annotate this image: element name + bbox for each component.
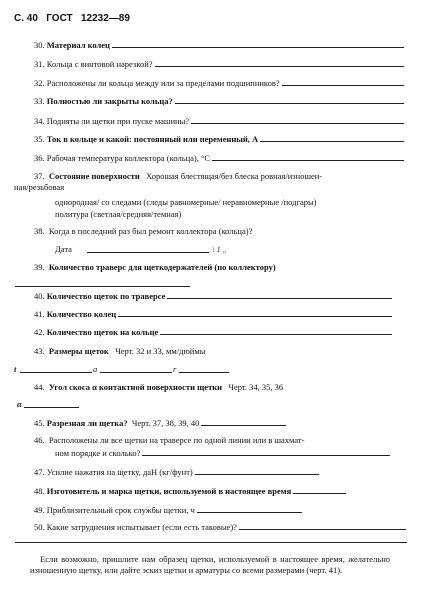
answer-line[interactable]: [15, 286, 190, 287]
date-label: Дата: [55, 244, 72, 254]
question-35: 35. Ток в кольце и какой: постоянный или переменный, А: [34, 134, 404, 144]
page-number: С. 40: [14, 13, 38, 24]
question-label: Количество траверс для щеткодержателей (по коллектору): [48, 262, 276, 272]
drawing-reference: Черт. 37, 38, 39, 40: [131, 418, 200, 428]
question-label: Количество щеток на кольце: [46, 327, 159, 337]
answer-line[interactable]: [212, 160, 404, 161]
drawing-reference: Черт. 32 и 33, мм/дюймы: [115, 346, 206, 356]
question-42: 42. Количество щеток на кольце: [34, 327, 392, 337]
footer-note: Если возможно, пришлите нам образец щетки, используемой в настоящее время, желательно изношенную щетку, или дайте эскиз щетки и арматуры со всеми размерами (черт. 41).: [30, 554, 390, 575]
question-label: Расположены ли кольца между или за пределами подшипников?: [46, 78, 280, 88]
standard-label: ГОСТ: [46, 13, 73, 24]
answer-line[interactable]: [201, 425, 286, 426]
dim-t-label: t: [14, 364, 17, 374]
question-43: 43. Размеры щеток Черт. 32 и 33, мм/дюймы: [34, 346, 206, 356]
answer-line[interactable]: [195, 474, 319, 475]
question-49: 49. Приблизительный срок службы щетки, ч: [34, 505, 302, 515]
answer-line[interactable]: [175, 103, 404, 104]
question-37: 37. Состояние поверхности Хорошая блестящая/без блеска ровная/изношен-: [34, 171, 323, 181]
section-divider: [15, 542, 407, 543]
answer-line[interactable]: [160, 334, 392, 335]
question-label: Когда в последний раз был ремонт коллектора (кольца)?: [48, 226, 253, 236]
answer-line[interactable]: [142, 455, 390, 456]
question-44: 44. Угол скоса α контактной поверхности щетки Черт. 34, 35, 36: [34, 382, 284, 392]
question-32: 32. Расположены ли кольца между или за пределами подшипников?: [34, 78, 404, 88]
question-33: 33. Полностью ли закрыты кольца?: [34, 96, 404, 106]
question-36: 36. Рабочая температура коллектора (кольца), °С: [34, 153, 404, 163]
question-label: Подняты ли щетки при пуске машины?: [46, 116, 190, 126]
question-50: 50. Какие затруднения испытывает (если есть таковые)?: [34, 522, 406, 532]
option-text: ная/резьбовая: [14, 182, 65, 192]
question-label: Приблизительный срок службы щетки, ч: [46, 505, 195, 515]
dim-a-label: a: [93, 364, 98, 374]
question-label: Усилие нажатия на щетку, даН (кг/фунт): [46, 467, 193, 477]
dim-r-label: r: [173, 364, 177, 374]
answer-line[interactable]: [282, 85, 404, 86]
question-34: 34. Подняты ли щетки при пуске машины?: [34, 116, 404, 126]
drawing-reference: Черт. 34, 35, 36: [228, 382, 284, 392]
dim-t-line[interactable]: [20, 372, 92, 373]
dim-alpha-line[interactable]: [24, 407, 79, 408]
question-label: Количество колец: [46, 309, 117, 319]
dim-r-line[interactable]: [179, 372, 229, 373]
question-30: 30. Материал колец: [34, 40, 404, 50]
option-text: Хорошая блестящая/без блеска ровная/изношен-: [146, 171, 323, 181]
answer-line[interactable]: [155, 66, 404, 67]
page-header: [14, 13, 130, 25]
answer-line[interactable]: [191, 123, 404, 124]
question-label: Изготовитель и марка щетки, используемой в настоящее время: [46, 486, 292, 496]
question-label: Полностью ли закрыты кольца?: [46, 96, 173, 106]
standard-number: 12232—89: [81, 13, 130, 24]
answer-line[interactable]: [112, 47, 404, 48]
question-label: Какие затруднения испытывает (если есть таковые)?: [46, 522, 237, 532]
question-39: 39. Количество траверс для щеткодержателей (по коллектору): [34, 262, 276, 272]
question-46: 46. Расположены ли все щетки на траверсе по одной линии или в шахмат-: [34, 435, 305, 445]
dim-alpha-label: α: [17, 399, 22, 409]
answer-line[interactable]: [118, 316, 392, 317]
question-41: 41. Количество колец: [34, 309, 392, 319]
question-label: Угол скоса α контактной поверхности щетки: [48, 382, 223, 392]
question-48: 48. Изготовитель и марка щетки, используемой в настоящее время: [34, 486, 346, 496]
question-label: Материал колец: [46, 40, 110, 50]
option-text: однородная/ со следами (следы равномерные/ неравномерные /подгары): [55, 197, 317, 207]
date-line[interactable]: [87, 252, 209, 253]
question-label: Состояние поверхности: [48, 171, 140, 181]
question-38: 38. Когда в последний раз был ремонт коллектора (кольца)?: [34, 226, 253, 236]
question-label: Размеры щеток: [48, 346, 109, 356]
question-31: 31. Кольца с винтовой нарезкой?: [34, 59, 404, 69]
question-label: Рабочая температура коллектора (кольца), °С: [46, 153, 211, 163]
question-label: Количество щеток по траверсе: [46, 291, 166, 301]
question-label: Разрезная ли щетка?: [46, 418, 128, 428]
question-45: 45. Разрезная ли щетка? Черт. 37, 38, 39, 40: [34, 418, 286, 428]
dim-a-line[interactable]: [100, 372, 172, 373]
answer-line[interactable]: [239, 529, 406, 530]
handwritten-mark: \ 1 ₀: [212, 244, 226, 254]
question-46-cont: ном порядке и сколько?: [55, 448, 390, 458]
answer-line[interactable]: [293, 493, 346, 494]
answer-line[interactable]: [167, 298, 392, 299]
question-47: 47. Усилие нажатия на щетку, даН (кг/фунт): [34, 467, 319, 477]
option-text: политура (светлая/средняя/темная): [55, 209, 182, 219]
answer-line[interactable]: [197, 512, 302, 513]
question-label: Кольца с винтовой нарезкой?: [46, 59, 153, 69]
question-label: Ток в кольце и какой: постоянный или переменный, А: [46, 134, 259, 144]
question-40: 40. Количество щеток по траверсе: [34, 291, 392, 301]
answer-line[interactable]: [260, 141, 404, 142]
question-label: Расположены ли все щетки на траверсе по одной линии или в шахмат-: [48, 435, 305, 445]
